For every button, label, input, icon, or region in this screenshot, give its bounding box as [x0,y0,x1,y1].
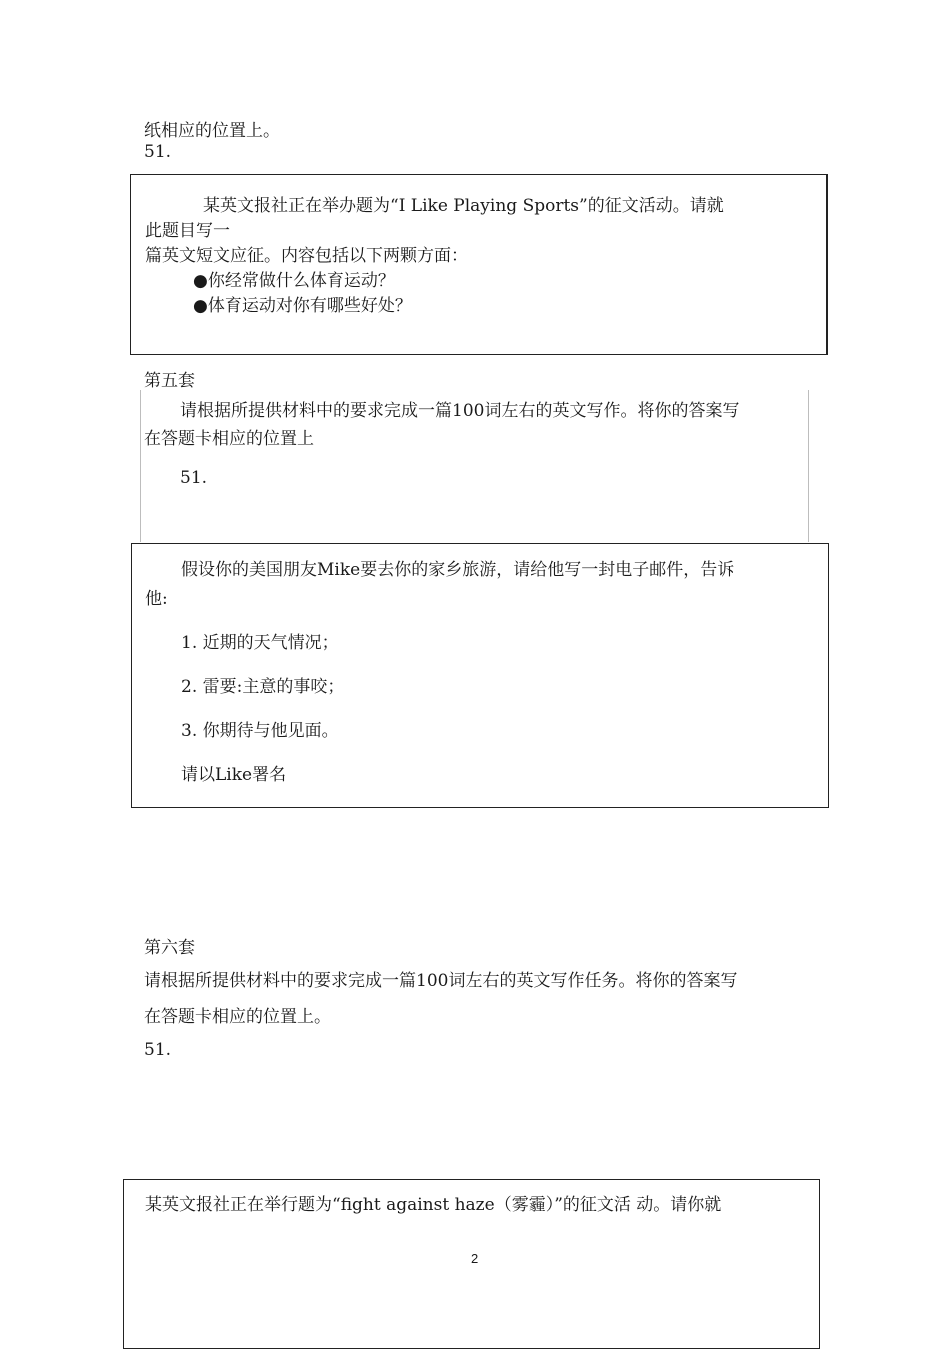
signature-instruction: 请以Like署名 [181,765,287,785]
question-number: 51. [144,1040,172,1060]
frame-edge [808,390,809,542]
instruction-line: 在答题卡相应的位置上。 [144,1007,331,1027]
prompt-line: 某英文报社正在举办题为“I Like Playing Sports”的征文活动。请就 [203,196,724,216]
question-number: 51. [144,142,172,162]
bullet-dot-icon [193,296,208,316]
prompt-line: 篇英文短文应征。内容包括以下两颗方面： [145,246,468,266]
section-heading: 第六套 [144,938,195,958]
instruction-line: 请根据所提供材料中的要求完成一篇100词左右的英文写作。将你的答案写 [180,401,740,421]
prompt-line: 他: [145,589,168,609]
question-number: 51. [180,468,208,488]
prompt-line: 假设你的美国朋友Mike要去你的家乡旅游，请给他写一封电子邮件，告诉 [181,560,735,580]
bullet-item: ● 你经常做什么体育运动？ [193,266,395,291]
bullet-dot-icon [193,271,208,291]
instruction-line: 在答题卡相应的位置上 [144,429,314,449]
list-item: 1. 近期的天气情况； [181,633,339,653]
text-line: 纸相应的位置上。 [144,121,280,141]
list-item: 3. 你期待与他见面。 [181,721,339,741]
page-number: 2 [471,1251,479,1266]
list-item: 2. 雷要:主意的事咬； [181,677,345,697]
prompt-line: 某英文报社正在举行题为“fight against haze（雾霾）”的征文活 动。请你就 [145,1195,722,1215]
prompt-box-sports [130,174,828,355]
instruction-line: 请根据所提供材料中的要求完成一篇100词左右的英文写作任务。将你的答案写 [144,971,738,991]
frame-edge [140,390,141,542]
prompt-box-email [131,543,829,808]
bullet-item: ● 体育运动对你有哪些好处？ [193,291,412,316]
section-heading: 第五套 [144,371,195,391]
prompt-line: 此题目写一 [145,221,230,241]
